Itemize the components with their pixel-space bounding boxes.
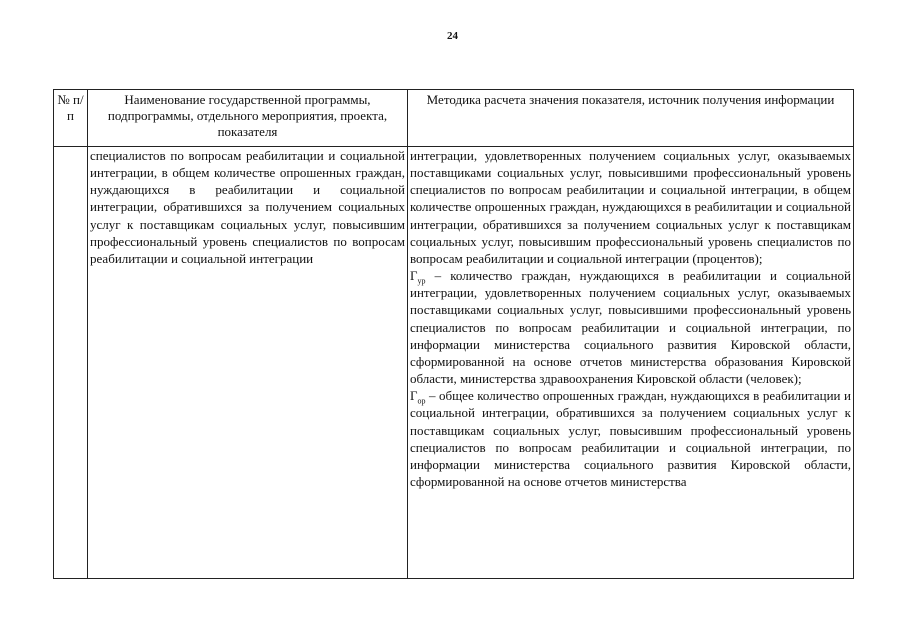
header-number-cell xyxy=(54,90,88,147)
header-method-cell xyxy=(408,90,854,147)
variable-symbol: Г xyxy=(410,268,418,284)
table-row xyxy=(54,147,854,579)
page-number: 24 xyxy=(447,30,458,42)
header-name-label: Наименование государственной программы, подпрограммы, отдельного мероприятия, проекта, показателя xyxy=(107,92,388,139)
row-number-cell xyxy=(54,147,88,579)
indicator-name-text: специалистов по вопросам реабилитации и социальной интеграции, в общем количестве опрошенных граждан, нуждающихся в реабилитации и социальной интеграции, обратившихся за получением социальных услуг к поставщикам социальных услуг, повысившим профессиональный уровень специалистов по вопросам реабилитации и социальной интеграции xyxy=(90,148,405,266)
variable-subscript: ор xyxy=(417,396,426,406)
indicator-table xyxy=(53,89,854,579)
method-description xyxy=(408,147,853,490)
method-paragraph-2 xyxy=(410,267,851,387)
method-paragraph-1: интеграции, удовлетворенных получением социальных услуг, оказываемых поставщиками социальных услуг, повысившими профессиональный уровень специалистов по вопросам реабилитации и социальной интеграции, в общем количестве опрошенных граждан, нуждающихся в реабилитации и социальной интеграции, обратившихся за получением социальных услуг к поставщикам социальных услуг, повысившим профессиональный уровень специалистов по вопросам реабилитации и социальной интеграции (процентов); xyxy=(410,148,851,266)
variable-definition: – общее количество опрошенных граждан, нуждающихся в реабилитации и социальной интеграции, обратившихся за получением социальных услуг к поставщикам социальных услуг, повысившим профессиональный уровень специалистов по вопросам реабилитации и социальной интеграции, по информации министерства социального развития Кировской области, сформированной на основе отчетов министерства xyxy=(410,388,851,489)
table-header-row xyxy=(54,90,854,147)
row-method-cell xyxy=(408,147,854,579)
method-paragraph-3 xyxy=(410,387,851,490)
variable-definition: – количество граждан, нуждающихся в реабилитации и социальной интеграции, удовлетворенных получением социальных услуг, оказываемых поставщиками социальных услуг, повысившими профессиональный уровень специалистов по вопросам реабилитации и социальной интеграции, по информации министерства социального развития Кировской области, сформированной на основе отчетов министерства образования Кировской области, министерства здравоохранения Кировской области (человек); xyxy=(410,268,851,387)
variable-symbol: Г xyxy=(410,388,418,404)
variable-subscript: ур xyxy=(417,276,426,286)
header-number-label: № п/п xyxy=(57,92,84,123)
header-name-cell xyxy=(88,90,408,147)
row-name-cell xyxy=(88,147,408,579)
header-method-label: Методика расчета значения показателя, источник получения информации xyxy=(426,92,835,107)
